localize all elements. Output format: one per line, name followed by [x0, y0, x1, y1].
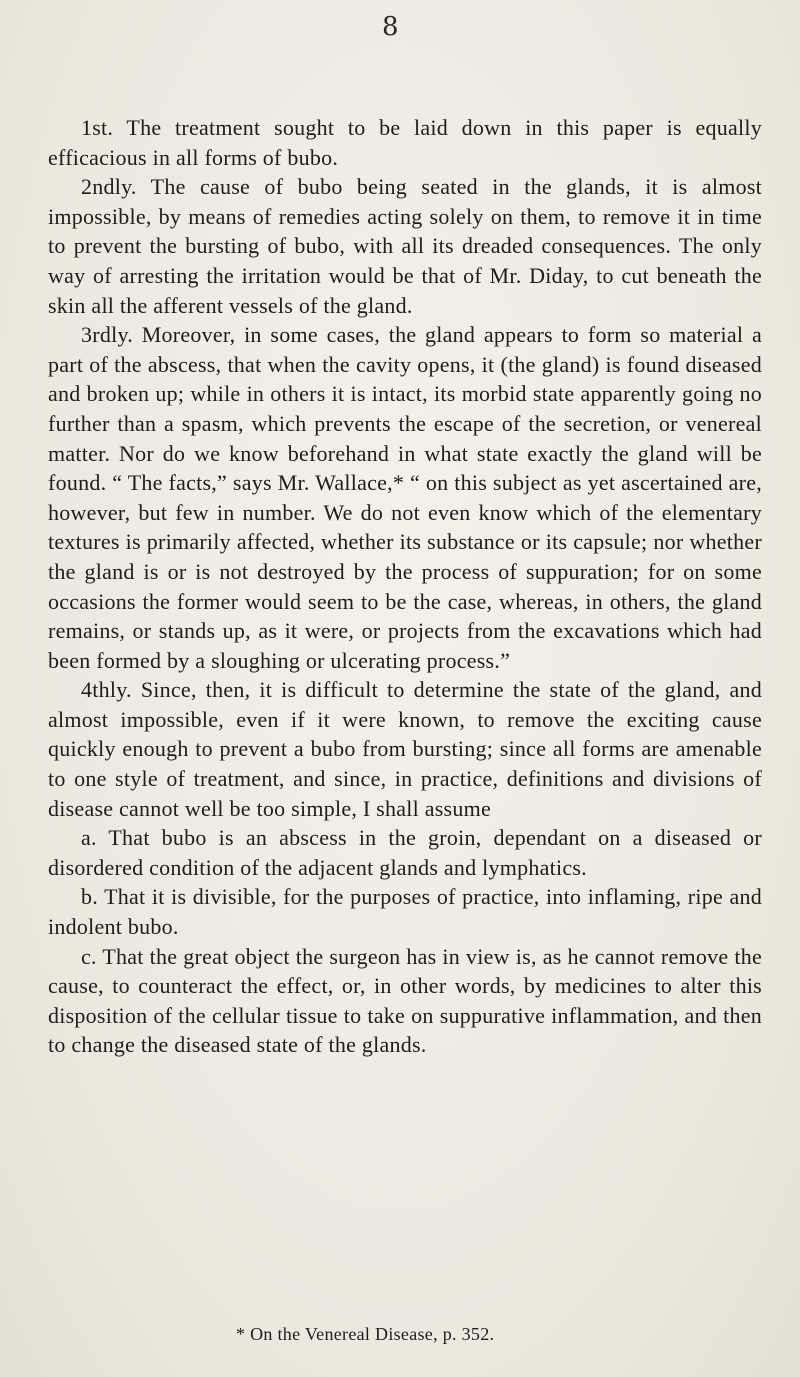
paragraph-second-point: 2ndly. The cause of bubo being seated in the glands, it is almost impossible, by means of remedies acting solely on them, to remove it in time to prevent the bursting of bubo, with all its dreaded consequences. The only way of arresting the irritation would be that of Mr. Diday, to cut beneath the skin all the afferent vessels of the gland.	[48, 174, 762, 318]
paragraph-third-point: 3rdly. Moreover, in some cases, the gland appears to form so material a part of the abscess, that when the cavity opens, it (the gland) is found diseased and broken up; while in others it is intact, its morbid state apparently going no further than a spasm, which prevents the escape of the secretion, or venereal matter. Nor do we know beforehand in what state exactly the gland will be found. “ The facts,” says Mr. Wallace,* “ on this subject as yet ascertained are, however, but few in number. We do not even know which of the elementary textures is primarily affected, whether its substance or its capsule; nor whether the gland is or is not destroyed by the process of suppuration; for on some occasions the former would seem to be the case, whereas, in others, the gland remains, or stands up, as it were, or projects from the excavations which had been formed by a sloughing or ulcerating process.”	[48, 322, 762, 673]
body-text	[48, 113, 762, 1060]
paragraph-fourth-point: 4thly. Since, then, it is difficult to determine the state of the gland, and almost impossible, even if it were known, to remove the exciting cause quickly enough to prevent a bubo from bursting; since all forms are amenable to one style of treatment, and since, in practice, definitions and divisions of disease cannot well be too simple, I shall assume	[48, 677, 762, 821]
footnote: * On the Venereal Disease, p. 352.	[236, 1324, 495, 1344]
page-number: 8	[382, 12, 399, 42]
paragraph-item-a: a. That bubo is an abscess in the groin, dependant on a diseased or disordered condition of the adjacent glands and lymphatics.	[48, 825, 762, 880]
paragraph-item-b: b. That it is divisible, for the purposes of practice, into inflaming, ripe and indolent bubo.	[48, 884, 762, 940]
paragraph-first-point: 1st. The treatment sought to be laid down in this paper is equally efficacious in all forms of bubo.	[48, 115, 762, 170]
paragraph-item-c: c. That the great object the surgeon has in view is, as he cannot remove the cause, to counteract the effect, or, in other words, by medicines to alter this disposition of the cellular tissue to take on suppurative inflammation, and then to change the diseased state of the glands.	[48, 943, 762, 1058]
